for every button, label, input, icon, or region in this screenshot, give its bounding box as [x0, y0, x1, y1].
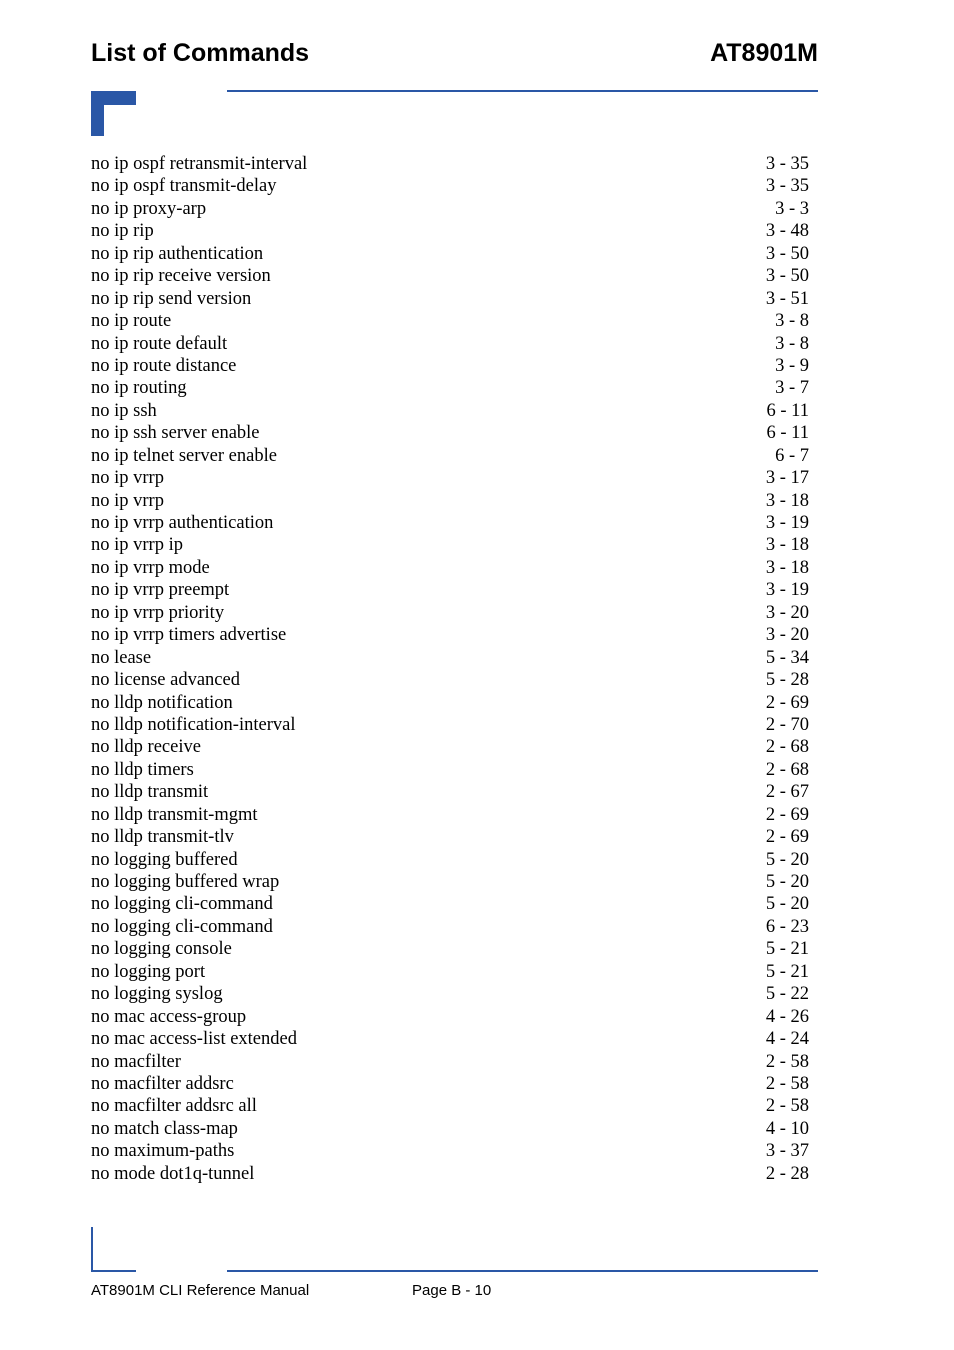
command-page-ref: 2 - 68	[765, 737, 809, 758]
list-item	[91, 714, 809, 736]
command-page-ref: 3 - 20	[765, 625, 809, 646]
command-name: no match class-map	[91, 1118, 238, 1139]
footer-page-number: Page B - 10	[412, 1282, 492, 1299]
command-page-ref: 3 - 35	[765, 176, 809, 197]
command-name: no logging buffered wrap	[91, 872, 280, 892]
command-page-ref: 2 - 69	[765, 827, 809, 848]
command-name: no ip proxy-arp	[91, 198, 207, 219]
command-name: no mac access-group	[91, 1006, 247, 1027]
command-page-ref: 2 - 58	[765, 1051, 809, 1072]
command-page-ref: 3 - 17	[765, 468, 809, 489]
command-name: no ip ospf retransmit-interval	[91, 154, 308, 174]
list-item	[91, 1051, 809, 1073]
command-name: no license advanced	[91, 670, 240, 691]
command-page-ref: 6 - 11	[766, 423, 809, 444]
list-item	[91, 893, 809, 915]
command-page-ref: 3 - 19	[765, 513, 809, 533]
command-name: no lldp receive	[91, 737, 201, 758]
command-name: no ip vrrp	[91, 490, 164, 511]
command-page-ref: 3 - 50	[765, 243, 809, 264]
list-item	[91, 333, 809, 355]
command-name: no lease	[91, 647, 152, 668]
command-page-ref: 5 - 34	[765, 647, 809, 668]
list-item	[91, 759, 809, 781]
list-item	[91, 804, 809, 826]
list-item	[91, 377, 809, 399]
command-name: no lldp transmit-tlv	[91, 827, 234, 848]
command-name: no ip rip authentication	[91, 243, 264, 264]
list-item	[91, 961, 809, 983]
command-page-ref: 5 - 21	[765, 961, 809, 982]
list-item	[91, 490, 809, 512]
command-name: no lldp notification-interval	[91, 714, 296, 735]
command-name: no ip vrrp timers advertise	[91, 625, 287, 646]
command-page-ref: 3 - 18	[765, 557, 809, 578]
list-item	[91, 647, 809, 669]
list-item	[91, 826, 809, 848]
list-item	[91, 175, 809, 197]
command-page-ref: 6 - 11	[766, 400, 809, 421]
list-item	[91, 534, 809, 556]
command-page-ref: 5 - 20	[765, 872, 809, 892]
list-item	[91, 1028, 809, 1050]
list-item	[91, 198, 809, 220]
command-name: no logging port	[91, 961, 206, 982]
command-name: no logging cli-command	[91, 894, 273, 915]
list-item	[91, 1140, 809, 1162]
command-name: no ip ssh server enable	[91, 423, 260, 444]
command-name: no macfilter addsrc	[91, 1073, 234, 1094]
command-page-ref: 6 - 7	[775, 445, 809, 466]
command-page-ref: 2 - 70	[765, 714, 809, 735]
command-page-ref: 3 - 8	[775, 333, 809, 354]
command-page-ref: 2 - 69	[765, 804, 809, 825]
list-item	[91, 445, 809, 467]
command-page-ref: 5 - 20	[765, 849, 809, 870]
command-page-ref: 2 - 69	[765, 692, 809, 713]
list-item	[91, 153, 809, 175]
list-item	[91, 288, 809, 310]
list-item	[91, 1163, 809, 1185]
command-name: no ip ospf transmit-delay	[91, 176, 277, 197]
command-name: no ip ssh	[91, 400, 157, 421]
list-item	[91, 467, 809, 489]
header-rule	[227, 90, 818, 92]
command-page-ref: 6 - 23	[765, 916, 809, 937]
list-item	[91, 1006, 809, 1028]
command-page-ref: 2 - 67	[765, 782, 809, 803]
command-page-ref: 2 - 58	[765, 1096, 809, 1117]
list-item	[91, 512, 809, 534]
page-header-product: AT8901M	[710, 39, 818, 67]
command-name: no lldp timers	[91, 759, 194, 780]
list-item	[91, 265, 809, 287]
command-name: no logging cli-command	[91, 916, 273, 937]
command-page-ref: 5 - 21	[765, 939, 809, 960]
list-item	[91, 871, 809, 893]
command-name: no ip vrrp preempt	[91, 580, 230, 601]
command-name: no ip rip send version	[91, 288, 252, 309]
footer-manual-title: AT8901M CLI Reference Manual	[91, 1282, 310, 1299]
command-name: no mac access-list extended	[91, 1029, 297, 1050]
list-item	[91, 243, 809, 265]
command-page-ref: 4 - 24	[765, 1029, 809, 1050]
command-name: no lldp transmit	[91, 782, 209, 803]
list-item	[91, 624, 809, 646]
list-item	[91, 579, 809, 601]
command-page-ref: 3 - 7	[775, 378, 809, 399]
command-name: no ip route distance	[91, 355, 237, 376]
command-page-ref: 3 - 3	[775, 198, 809, 219]
command-name: no ip vrrp mode	[91, 557, 210, 578]
command-page-ref: 3 - 51	[765, 288, 809, 309]
command-name: no ip routing	[91, 378, 187, 399]
page-header-title: List of Commands	[91, 39, 310, 67]
command-page-ref: 5 - 28	[765, 670, 809, 691]
list-item	[91, 781, 809, 803]
command-page-ref: 5 - 22	[765, 984, 809, 1005]
list-item	[91, 736, 809, 758]
command-page-ref: 3 - 19	[765, 580, 809, 601]
footer-rule	[227, 1270, 818, 1272]
list-item	[91, 310, 809, 332]
command-name: no lldp transmit-mgmt	[91, 804, 258, 825]
list-item	[91, 692, 809, 714]
list-item	[91, 220, 809, 242]
command-page-ref: 3 - 8	[775, 311, 809, 332]
command-name: no ip rip receive version	[91, 266, 271, 287]
command-name: no ip vrrp authentication	[91, 513, 274, 533]
command-name: no lldp notification	[91, 692, 233, 713]
list-item	[91, 557, 809, 579]
list-item	[91, 1073, 809, 1095]
command-page-ref: 4 - 10	[765, 1118, 809, 1139]
command-name: no ip vrrp	[91, 468, 164, 489]
command-page-ref: 3 - 18	[765, 490, 809, 511]
command-page-ref: 5 - 20	[765, 894, 809, 915]
command-page-ref: 2 - 58	[765, 1073, 809, 1094]
command-page-ref: 2 - 28	[765, 1163, 809, 1184]
list-item	[91, 602, 809, 624]
command-name: no ip vrrp ip	[91, 535, 183, 556]
list-item	[91, 1118, 809, 1140]
command-name: no ip route default	[91, 333, 228, 354]
list-item	[91, 422, 809, 444]
corner-bracket-bottom	[91, 1227, 136, 1272]
list-item	[91, 355, 809, 377]
command-index-list	[91, 153, 809, 1185]
command-name: no ip route	[91, 311, 172, 332]
command-page-ref: 3 - 48	[765, 221, 809, 242]
command-name: no mode dot1q-tunnel	[91, 1163, 255, 1184]
command-name: no ip telnet server enable	[91, 445, 277, 466]
list-item	[91, 1095, 809, 1117]
command-page-ref: 3 - 37	[765, 1141, 809, 1162]
list-item	[91, 400, 809, 422]
list-item	[91, 938, 809, 960]
command-page-ref: 2 - 68	[765, 759, 809, 780]
command-name: no maximum-paths	[91, 1141, 235, 1162]
command-name: no logging syslog	[91, 984, 223, 1005]
command-page-ref: 3 - 50	[765, 266, 809, 287]
command-page-ref: 3 - 18	[765, 535, 809, 556]
command-name: no logging buffered	[91, 849, 238, 870]
command-name: no ip rip	[91, 221, 154, 242]
command-name: no logging console	[91, 939, 232, 960]
command-page-ref: 3 - 35	[765, 154, 809, 174]
list-item	[91, 849, 809, 871]
list-item	[91, 916, 809, 938]
list-item	[91, 669, 809, 691]
command-page-ref: 4 - 26	[765, 1006, 809, 1027]
command-name: no macfilter addsrc all	[91, 1096, 257, 1117]
list-item	[91, 983, 809, 1005]
command-page-ref: 3 - 20	[765, 602, 809, 623]
corner-bracket-top	[91, 91, 136, 136]
command-page-ref: 3 - 9	[775, 355, 809, 376]
command-name: no ip vrrp priority	[91, 602, 225, 623]
command-name: no macfilter	[91, 1051, 181, 1072]
